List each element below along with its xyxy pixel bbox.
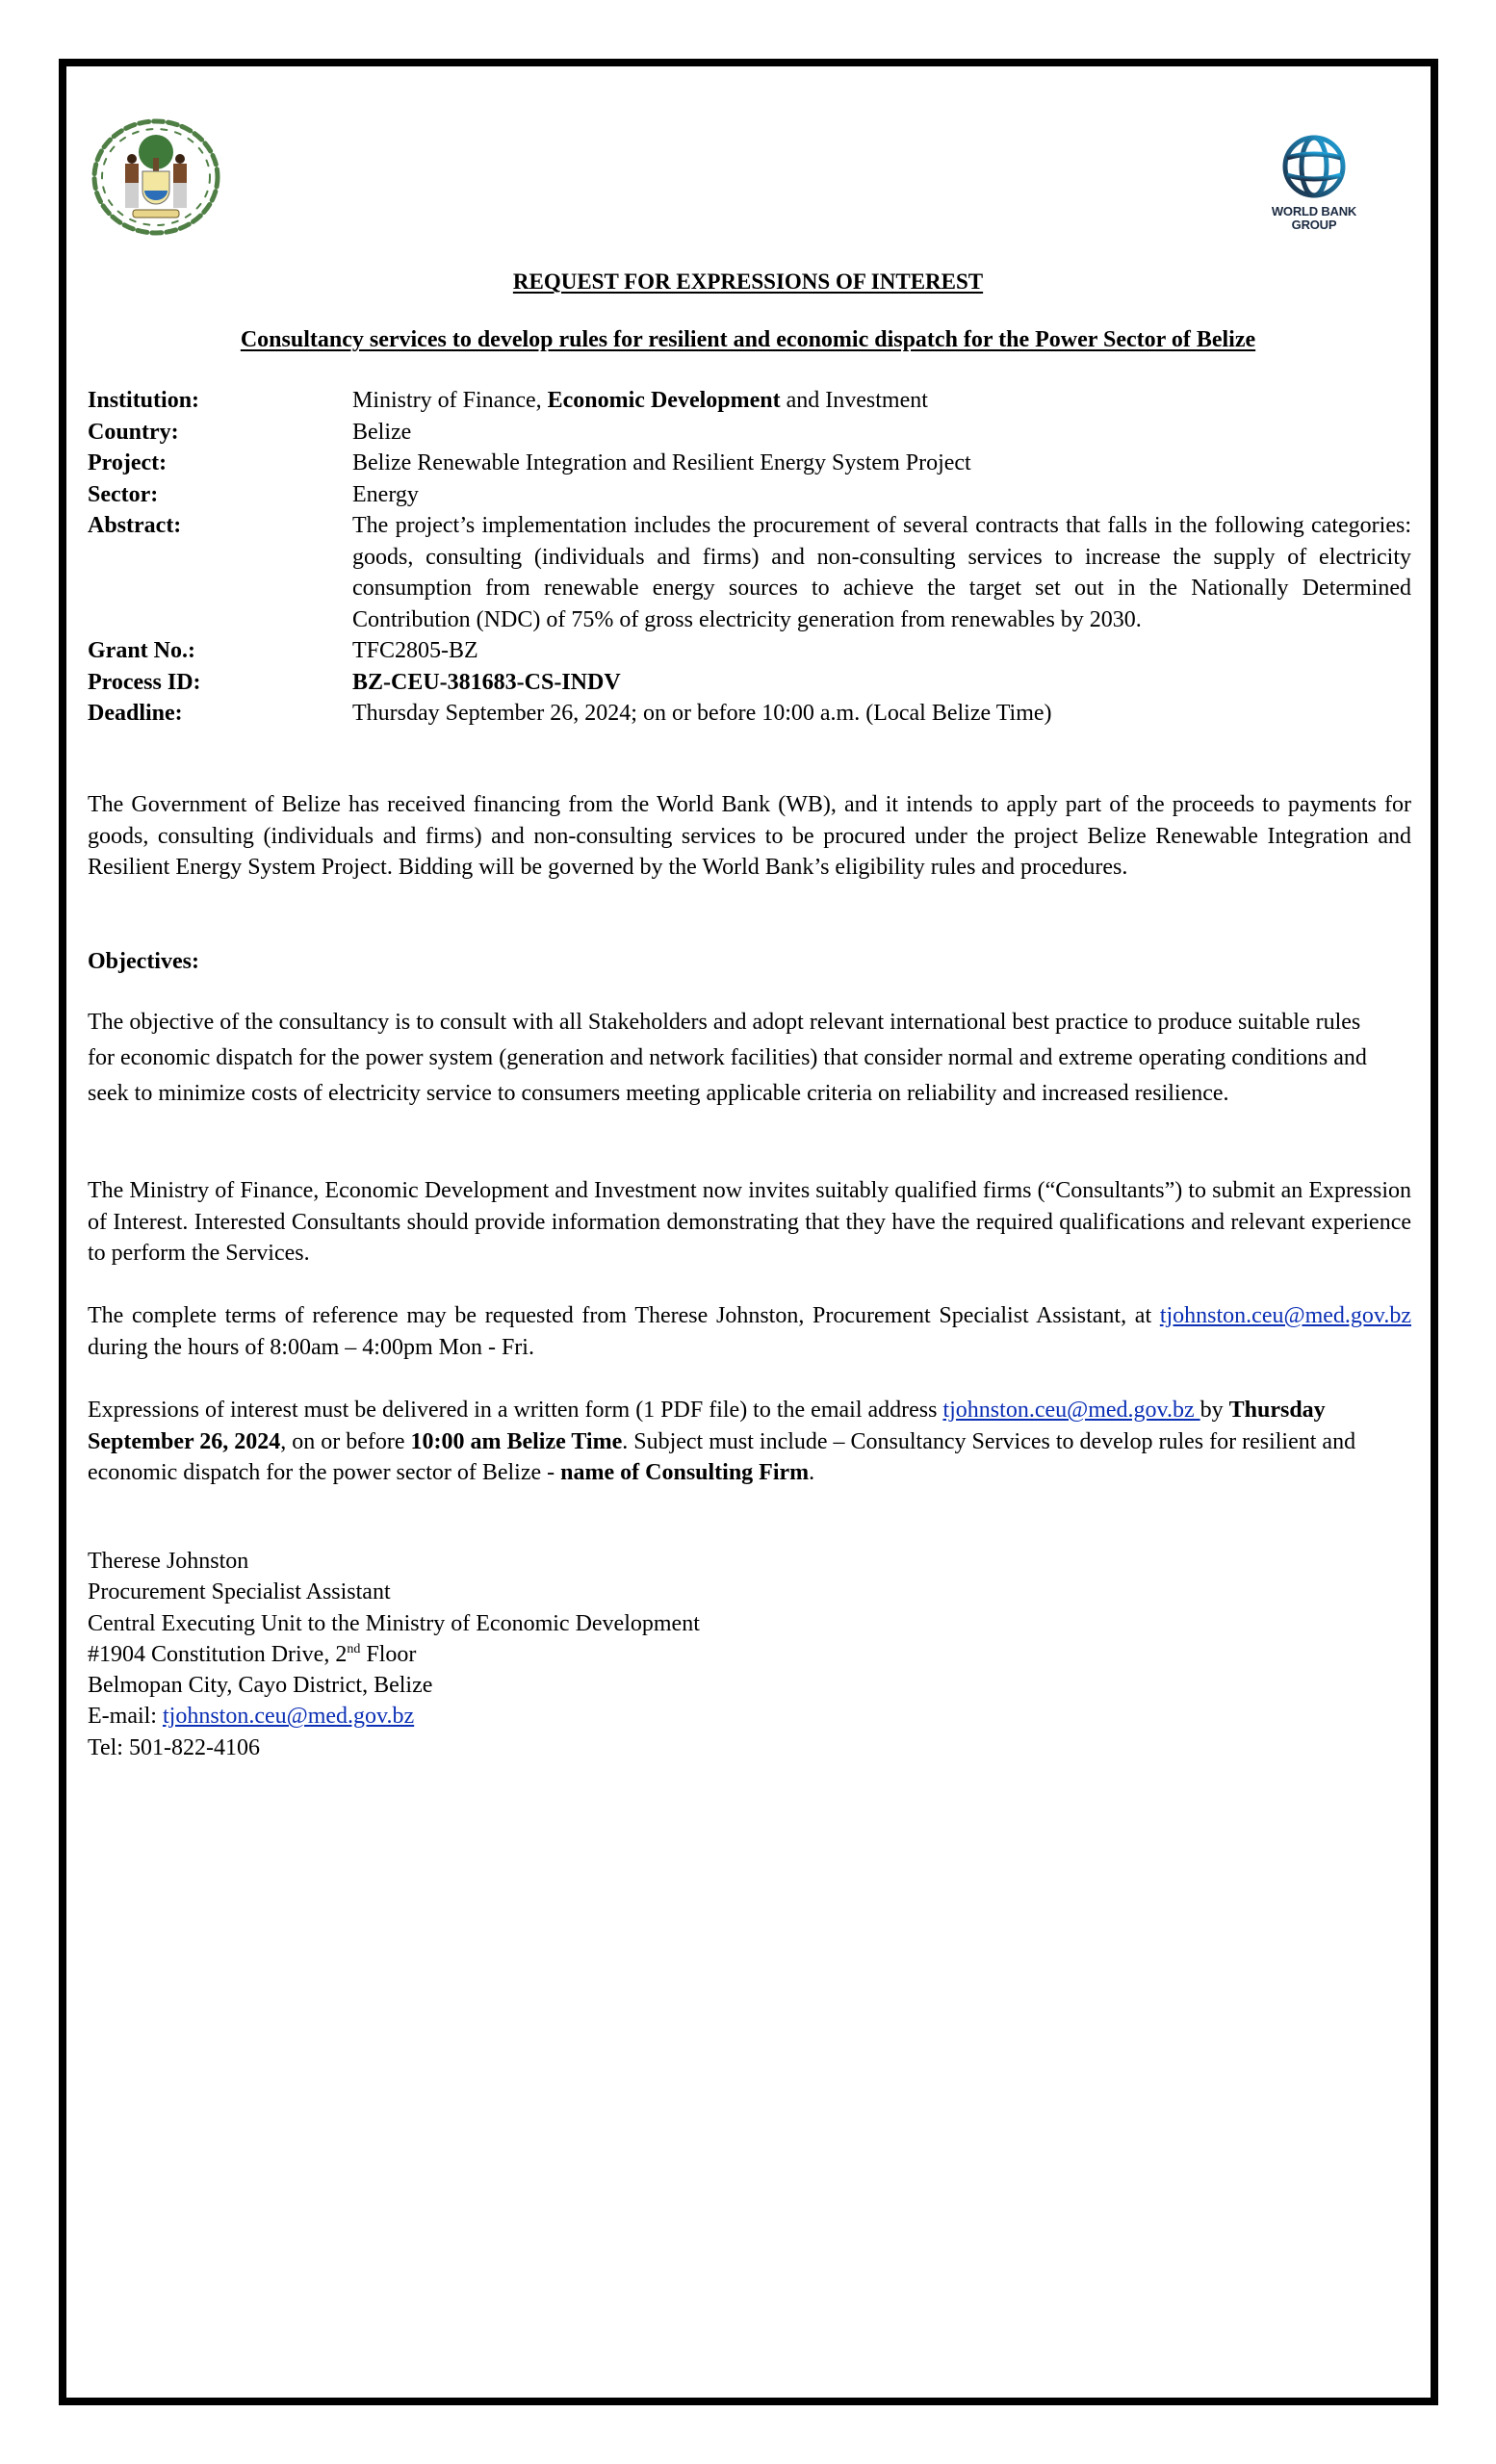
institution-label: Institution: bbox=[88, 388, 200, 413]
meta-row-process-id bbox=[88, 667, 1411, 699]
meta-row-abstract bbox=[88, 510, 1411, 635]
terms-of-reference-paragraph bbox=[88, 1300, 1411, 1363]
institution-value bbox=[352, 385, 1411, 417]
email-label: E-mail: bbox=[88, 1704, 163, 1730]
objectives-paragraph: The objective of the consultancy is to consult with all Stakeholders and adopt relevant international best practice to produce suitable rules for economic dispatch for the power system (generation and network facilities) that consider normal and extreme operating conditions and seek to minimize costs of electricity service to consumers meeting applicable criteria on reliability and increased resilience. bbox=[88, 1010, 1367, 1106]
submission-firm-name: name of Consulting Firm bbox=[560, 1460, 810, 1485]
address-text-post: Floor bbox=[360, 1641, 417, 1667]
signatory-address bbox=[88, 1639, 700, 1670]
project-value: Belize Renewable Integration and Resilient Energy System Project bbox=[352, 450, 971, 475]
signature-block bbox=[88, 1546, 700, 1763]
document-title bbox=[0, 269, 1496, 295]
sector-label: Sector: bbox=[88, 481, 159, 507]
world-bank-group-wordmark bbox=[1257, 205, 1371, 232]
address-sup: nd bbox=[347, 1641, 361, 1656]
address-text-pre: #1904 Constitution Drive, 2 bbox=[88, 1641, 348, 1667]
signatory-phone: Tel: 501-822-4106 bbox=[88, 1734, 260, 1760]
belize-coat-of-arms-logo bbox=[85, 114, 227, 241]
process-id-label: Process ID: bbox=[88, 669, 201, 695]
submission-text-by: by bbox=[1199, 1398, 1229, 1423]
objectives-heading: Objectives: bbox=[88, 949, 199, 974]
submission-deadline-time: 10:00 am Belize Time bbox=[410, 1428, 623, 1454]
submission-paragraph bbox=[88, 1395, 1411, 1489]
tor-email-link[interactable]: tjohnston.ceu@med.gov.bz bbox=[1159, 1303, 1411, 1328]
meta-row-deadline bbox=[88, 698, 1411, 730]
institution-text-bold: Economic Development bbox=[547, 388, 781, 413]
institution-text-post: and Investment bbox=[780, 388, 928, 413]
meta-row-grant bbox=[88, 635, 1411, 667]
metadata-table bbox=[88, 385, 1411, 730]
institution-text-pre: Ministry of Finance, bbox=[352, 388, 548, 413]
financing-paragraph: The Government of Belize has received financing from the World Bank (WB), and it intends to apply part of the proceeds to payments for goods, consulting (individuals and firms) and non-consulting services to be procured under the project Belize Renewable Integration and Resilient Energy System Project. Bidding will be governed by the World Bank’s eligibility rules and procedures. bbox=[88, 792, 1411, 880]
signatory-email-link[interactable]: tjohnston.ceu@med.gov.bz bbox=[162, 1704, 415, 1730]
submission-text-end: . bbox=[809, 1460, 815, 1485]
signatory-name: Therese Johnston bbox=[88, 1549, 249, 1574]
meta-row-project bbox=[88, 448, 1411, 479]
process-id-value: BZ-CEU-381683-CS-INDV bbox=[352, 669, 621, 695]
meta-row-institution bbox=[88, 385, 1411, 417]
subtitle-text: Consultancy services to develop rules for resilient and economic dispatch for the Power Sector of Belize bbox=[240, 327, 1256, 352]
grant-value: TFC2805-BZ bbox=[352, 638, 478, 663]
logo-text-line1: WORLD BANK bbox=[1271, 204, 1357, 218]
deadline-value: Thursday September 26, 2024; on or before 10:00 a.m. (Local Belize Time) bbox=[352, 701, 1052, 726]
tor-text-post: during the hours of 8:00am – 4:00pm Mon - Fri. bbox=[88, 1334, 534, 1360]
world-bank-group-logo bbox=[1257, 133, 1371, 248]
project-label: Project: bbox=[88, 450, 168, 475]
meta-row-sector bbox=[88, 479, 1411, 511]
signatory-unit: Central Executing Unit to the Ministry of Economic Development bbox=[88, 1610, 700, 1636]
submission-text-mid: , on or before bbox=[280, 1428, 411, 1454]
submission-email-link[interactable]: tjohnston.ceu@med.gov.bz bbox=[942, 1398, 1200, 1423]
logo-text-line2: GROUP bbox=[1291, 218, 1337, 232]
meta-row-country bbox=[88, 417, 1411, 449]
signatory-title: Procurement Specialist Assistant bbox=[88, 1579, 391, 1605]
title-text: REQUEST FOR EXPRESSIONS OF INTEREST bbox=[512, 270, 984, 294]
country-label: Country: bbox=[88, 419, 179, 445]
invitation-paragraph: The Ministry of Finance, Economic Development and Investment now invites suitably qualified firms (“Consultants”) to submit an Expression of Interest. Interested Consultants should provide information demonstrating that they have the required qualifications and relevant experience to perform the Services. bbox=[88, 1178, 1411, 1266]
submission-text-pre: Expressions of interest must be delivered in a written form (1 PDF file) to the email address bbox=[88, 1398, 943, 1423]
signatory-email bbox=[88, 1701, 700, 1732]
document-subtitle bbox=[0, 326, 1496, 353]
tor-text-pre: The complete terms of reference may be requested from Therese Johnston, Procurement Specialist Assistant, at bbox=[88, 1303, 1160, 1328]
abstract-value: The project’s implementation includes the procurement of several contracts that falls in the following categories: goods, consulting (individuals and firms) and non-consulting services to increase the supply of electricity consumption from renewable energy sources to achieve the target set out in the Nationally Determined Contribution (NDC) of 75% of gross electricity generation from renewables by 2030. bbox=[352, 513, 1411, 632]
submission-deadline-date: Thursday September 26, 2024 bbox=[88, 1398, 1326, 1454]
signatory-city: Belmopan City, Cayo District, Belize bbox=[88, 1673, 433, 1699]
abstract-label: Abstract: bbox=[88, 513, 182, 538]
submission-subject-text: . Subject must include – Consultancy Services to develop rules for resilient and economic dispatch for the power sector of Belize - bbox=[88, 1428, 1356, 1485]
deadline-label: Deadline: bbox=[88, 701, 183, 726]
globe-icon bbox=[1280, 133, 1348, 200]
sector-value: Energy bbox=[352, 481, 419, 507]
grant-label: Grant No.: bbox=[88, 638, 195, 663]
country-value: Belize bbox=[352, 419, 412, 445]
